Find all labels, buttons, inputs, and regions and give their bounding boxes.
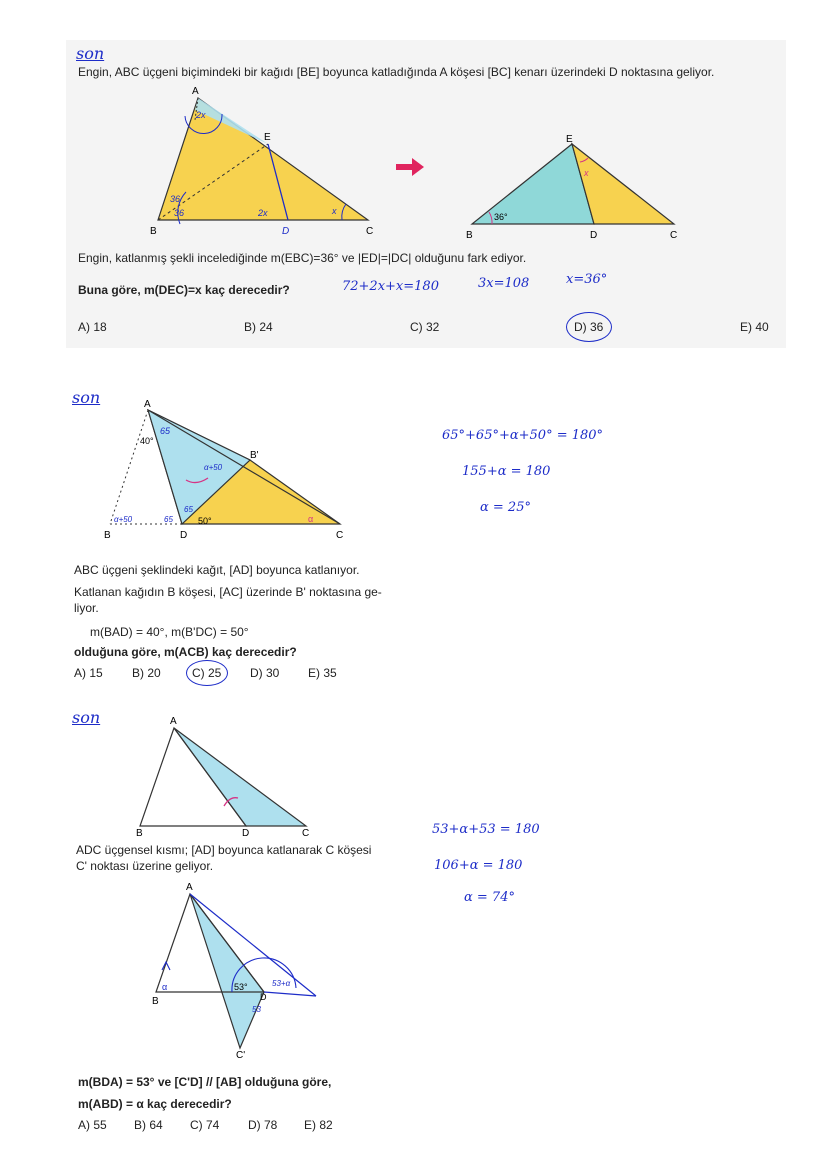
q2-given: m(BAD) = 40°, m(B'DC) = 50° <box>90 625 249 639</box>
q3-work-1: 53+α+53 = 180 <box>432 822 540 837</box>
q3-stem-2: C' noktası üzerine geliyor. <box>76 859 214 873</box>
label-a: A <box>192 86 199 97</box>
q1-work-3: x=36° <box>566 272 608 287</box>
q1-work-2: 3x=108 <box>478 276 530 291</box>
q2-stem-2: Katlanan kağıdın B köşesi, [AC] üzerinde B' noktasına ge- <box>74 585 382 599</box>
q3-option-a[interactable]: A) 55 <box>78 1118 107 1132</box>
q2-label-d: D <box>180 530 188 541</box>
q3-option-c[interactable]: C) 74 <box>190 1118 220 1132</box>
q3-label-cp: C' <box>236 1050 246 1061</box>
q2-work-3: α = 25° <box>480 500 531 515</box>
label-b2: B <box>466 230 473 241</box>
q2-option-e[interactable]: E) 35 <box>308 666 337 680</box>
q1-work-1: 72+2x+x=180 <box>342 279 439 294</box>
q2-work-1: 65°+65°+α+50° = 180° <box>442 428 604 443</box>
label-b: B <box>150 226 157 237</box>
q3-label-b2: B <box>152 996 159 1007</box>
q2-label-50: 50° <box>198 516 212 526</box>
q3-figure-folded <box>146 880 326 1062</box>
q2-label-b-angle: α+50 <box>114 515 133 524</box>
q2-label-b: B <box>104 530 111 541</box>
q2-label-bp: B' <box>250 450 259 461</box>
parallel-arrow-icon <box>162 962 170 970</box>
q2-label-65a: 65 <box>160 426 171 436</box>
q3-label-d2: D <box>260 992 267 1002</box>
q1-option-c[interactable]: C) 32 <box>410 320 440 334</box>
q3-stem-1: ADC üçgensel kısmı; [AD] boyunca katlanarak C köşesi <box>76 843 372 857</box>
label-d: D <box>282 226 290 237</box>
dashed-ab <box>110 410 148 524</box>
q3-figure-triangle <box>126 712 326 838</box>
pen-line-2 <box>264 992 316 996</box>
q1-observation: Engin, katlanmış şekli incelediğinde m(EBC)=36° ve |ED|=|DC| olduğunu fark ediyor. <box>78 251 527 265</box>
folded-triangle-adc <box>190 894 264 1048</box>
label-2x-d: 2x <box>258 208 268 218</box>
q3-label-b: B <box>136 828 143 838</box>
label-e2: E <box>566 134 573 145</box>
q3-work-3: α = 74° <box>464 890 515 905</box>
q2-stem-3: liyor. <box>74 601 99 615</box>
label-36-top: 36 <box>170 194 181 204</box>
label-c2: C <box>670 230 678 241</box>
q3-given: m(BDA) = 53° ve [C'D] // [AB] olduğuna göre, <box>78 1075 332 1089</box>
q2-label-bp-angle: α+50 <box>204 463 223 472</box>
q1-option-d[interactable]: D) 36 <box>574 320 604 334</box>
q3-option-e[interactable]: E) 82 <box>304 1118 333 1132</box>
q1-figure-folded <box>462 132 686 242</box>
q1-question: Buna göre, m(DEC)=x kaç derecedir? <box>78 283 290 297</box>
q3-label-53b: 53 <box>252 1005 261 1014</box>
label-36-bottom: 36 <box>174 208 185 218</box>
label-36deg: 36° <box>494 212 508 222</box>
label-x-c: x <box>332 206 337 216</box>
label-c: C <box>366 226 374 237</box>
q2-work-2: 155+α = 180 <box>462 464 551 479</box>
q3-option-b[interactable]: B) 64 <box>134 1118 163 1132</box>
q1-tag: son <box>76 44 105 63</box>
q2-option-a[interactable]: A) 15 <box>74 666 103 680</box>
q2-figure <box>100 398 350 546</box>
q3-label-a2: A <box>186 882 193 893</box>
arrow-right-icon <box>396 156 426 178</box>
q2-question: olduğuna göre, m(ACB) kaç derecedir? <box>74 645 297 659</box>
q2-label-65d2: 65 <box>184 505 193 514</box>
q3-label-53: 53° <box>234 982 248 992</box>
q1-figure-triangle <box>140 84 380 244</box>
q2-label-alpha: α <box>308 514 314 524</box>
q1-option-e[interactable]: E) 40 <box>740 320 769 334</box>
label-e: E <box>264 132 271 143</box>
q2-option-d[interactable]: D) 30 <box>250 666 280 680</box>
q1-option-a[interactable]: A) 18 <box>78 320 107 334</box>
q2-stem-1: ABC üçgeni şeklindeki kağıt, [AD] boyunca katlanıyor. <box>74 563 360 577</box>
q2-label-40: 40° <box>140 436 154 446</box>
q2-label-a: A <box>144 399 151 410</box>
q3-label-c: C <box>302 828 310 838</box>
q3-work-2: 106+α = 180 <box>434 858 523 873</box>
q3-label-d: D <box>242 828 250 838</box>
label-2x-a: 2x <box>196 110 206 120</box>
q1-stem: Engin, ABC üçgeni biçimindeki bir kağıdı [BE] boyunca katladığında A köşesi [BC] kenarı üzerindeki D noktasına geliyor. <box>78 65 715 79</box>
q3-label-alpha: α <box>162 982 168 992</box>
label-d2: D <box>590 230 598 241</box>
q2-option-b[interactable]: B) 20 <box>132 666 161 680</box>
q3-question: m(ABD) = α kaç derecedir? <box>78 1097 232 1111</box>
q2-label-c: C <box>336 530 344 541</box>
triangle-adc <box>174 728 306 826</box>
q1-option-b[interactable]: B) 24 <box>244 320 273 334</box>
q2-label-65d: 65 <box>164 515 173 524</box>
q3-option-d[interactable]: D) 78 <box>248 1118 278 1132</box>
q3-label-a: A <box>170 716 177 727</box>
q2-option-c[interactable]: C) 25 <box>192 666 222 680</box>
label-x2: x <box>584 168 589 178</box>
triangle-abc <box>158 98 368 220</box>
q2-tag: son <box>72 388 101 407</box>
q3-tag: son <box>72 708 101 727</box>
q3-label-53a: 53+α <box>272 979 291 988</box>
